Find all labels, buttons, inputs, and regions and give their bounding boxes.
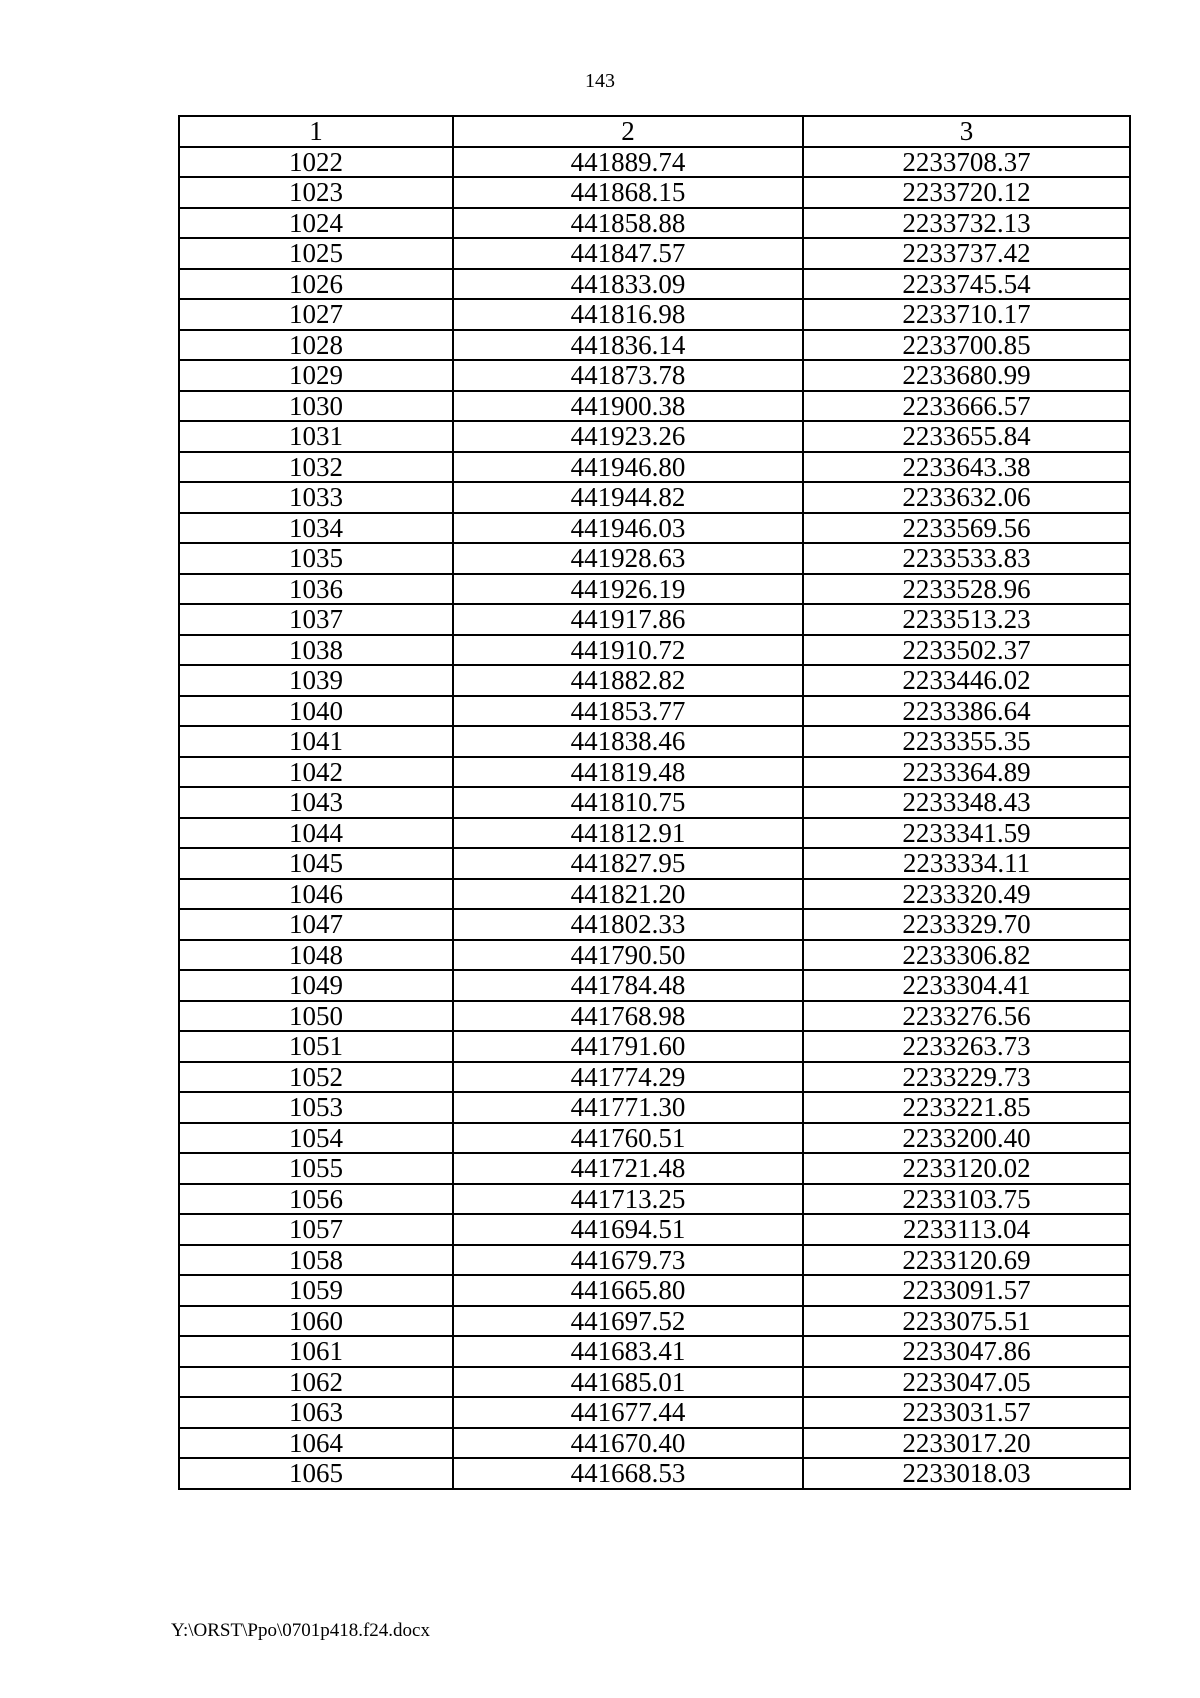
x-coordinate-cell: 441685.01 [453,1367,803,1398]
table-row [179,970,1130,1001]
point-number-cell: 1047 [179,909,453,940]
table-row [179,635,1130,666]
x-coordinate-cell: 441873.78 [453,360,803,391]
point-number-cell: 1033 [179,482,453,513]
table-row [179,665,1130,696]
point-number-cell: 1048 [179,940,453,971]
point-number-cell: 1029 [179,360,453,391]
header-cell-2: 2 [453,116,803,147]
y-coordinate-cell: 2233386.64 [803,696,1130,727]
y-coordinate-cell: 2233732.13 [803,208,1130,239]
x-coordinate-cell: 441858.88 [453,208,803,239]
x-coordinate-cell: 441774.29 [453,1062,803,1093]
x-coordinate-cell: 441760.51 [453,1123,803,1154]
y-coordinate-cell: 2233329.70 [803,909,1130,940]
point-number-cell: 1061 [179,1336,453,1367]
footer-file-path: Y:\ORST\Ppo\0701p418.f24.docx [171,1620,430,1641]
x-coordinate-cell: 441791.60 [453,1031,803,1062]
y-coordinate-cell: 2233017.20 [803,1428,1130,1459]
table-body [179,116,1130,1489]
y-coordinate-cell: 2233720.12 [803,177,1130,208]
page-number: 143 [585,70,615,92]
x-coordinate-cell: 441910.72 [453,635,803,666]
x-coordinate-cell: 441944.82 [453,482,803,513]
x-coordinate-cell: 441889.74 [453,147,803,178]
point-number-cell: 1030 [179,391,453,422]
x-coordinate-cell: 441679.73 [453,1245,803,1276]
point-number-cell: 1025 [179,238,453,269]
point-number-cell: 1028 [179,330,453,361]
point-number-cell: 1064 [179,1428,453,1459]
y-coordinate-cell: 2233091.57 [803,1275,1130,1306]
x-coordinate-cell: 441917.86 [453,604,803,635]
x-coordinate-cell: 441665.80 [453,1275,803,1306]
point-number-cell: 1024 [179,208,453,239]
y-coordinate-cell: 2233700.85 [803,330,1130,361]
y-coordinate-cell: 2233320.49 [803,879,1130,910]
x-coordinate-cell: 441868.15 [453,177,803,208]
point-number-cell: 1040 [179,696,453,727]
x-coordinate-cell: 441946.03 [453,513,803,544]
point-number-cell: 1034 [179,513,453,544]
table-row [179,360,1130,391]
x-coordinate-cell: 441928.63 [453,543,803,574]
y-coordinate-cell: 2233680.99 [803,360,1130,391]
table-row [179,391,1130,422]
table-row [179,543,1130,574]
table-row [179,1031,1130,1062]
table-row [179,299,1130,330]
table-row [179,1062,1130,1093]
point-number-cell: 1026 [179,269,453,300]
point-number-cell: 1035 [179,543,453,574]
table-row [179,1245,1130,1276]
x-coordinate-cell: 441900.38 [453,391,803,422]
table-row [179,1306,1130,1337]
table-row [179,848,1130,879]
point-number-cell: 1050 [179,1001,453,1032]
y-coordinate-cell: 2233263.73 [803,1031,1130,1062]
point-number-cell: 1023 [179,177,453,208]
point-number-cell: 1062 [179,1367,453,1398]
table-row [179,787,1130,818]
y-coordinate-cell: 2233120.02 [803,1153,1130,1184]
y-coordinate-cell: 2233221.85 [803,1092,1130,1123]
x-coordinate-cell: 441819.48 [453,757,803,788]
y-coordinate-cell: 2233643.38 [803,452,1130,483]
x-coordinate-cell: 441810.75 [453,787,803,818]
y-coordinate-cell: 2233569.56 [803,513,1130,544]
coordinates-table [178,115,1131,1490]
point-number-cell: 1027 [179,299,453,330]
y-coordinate-cell: 2233666.57 [803,391,1130,422]
y-coordinate-cell: 2233348.43 [803,787,1130,818]
table-row [179,909,1130,940]
y-coordinate-cell: 2233533.83 [803,543,1130,574]
y-coordinate-cell: 2233708.37 [803,147,1130,178]
table-row [179,482,1130,513]
table-row [179,513,1130,544]
table-row [179,269,1130,300]
x-coordinate-cell: 441668.53 [453,1458,803,1489]
point-number-cell: 1031 [179,421,453,452]
point-number-cell: 1022 [179,147,453,178]
table-row [179,1397,1130,1428]
x-coordinate-cell: 441923.26 [453,421,803,452]
y-coordinate-cell: 2233355.35 [803,726,1130,757]
point-number-cell: 1058 [179,1245,453,1276]
point-number-cell: 1052 [179,1062,453,1093]
y-coordinate-cell: 2233200.40 [803,1123,1130,1154]
y-coordinate-cell: 2233710.17 [803,299,1130,330]
table-row [179,421,1130,452]
table-row [179,879,1130,910]
table-row [179,604,1130,635]
table-row [179,757,1130,788]
point-number-cell: 1053 [179,1092,453,1123]
table-row [179,726,1130,757]
point-number-cell: 1039 [179,665,453,696]
y-coordinate-cell: 2233655.84 [803,421,1130,452]
point-number-cell: 1055 [179,1153,453,1184]
x-coordinate-cell: 441771.30 [453,1092,803,1123]
point-number-cell: 1043 [179,787,453,818]
point-number-cell: 1044 [179,818,453,849]
x-coordinate-cell: 441802.33 [453,909,803,940]
x-coordinate-cell: 441670.40 [453,1428,803,1459]
y-coordinate-cell: 2233306.82 [803,940,1130,971]
x-coordinate-cell: 441683.41 [453,1336,803,1367]
y-coordinate-cell: 2233446.02 [803,665,1130,696]
table-row [179,1001,1130,1032]
y-coordinate-cell: 2233304.41 [803,970,1130,1001]
y-coordinate-cell: 2233341.59 [803,818,1130,849]
y-coordinate-cell: 2233047.86 [803,1336,1130,1367]
y-coordinate-cell: 2233745.54 [803,269,1130,300]
y-coordinate-cell: 2233103.75 [803,1184,1130,1215]
y-coordinate-cell: 2233075.51 [803,1306,1130,1337]
y-coordinate-cell: 2233276.56 [803,1001,1130,1032]
x-coordinate-cell: 441882.82 [453,665,803,696]
y-coordinate-cell: 2233528.96 [803,574,1130,605]
table-row [179,1428,1130,1459]
y-coordinate-cell: 2233632.06 [803,482,1130,513]
x-coordinate-cell: 441721.48 [453,1153,803,1184]
table-header-row [179,116,1130,147]
point-number-cell: 1032 [179,452,453,483]
table-row [179,238,1130,269]
y-coordinate-cell: 2233113.04 [803,1214,1130,1245]
x-coordinate-cell: 441853.77 [453,696,803,727]
point-number-cell: 1056 [179,1184,453,1215]
point-number-cell: 1046 [179,879,453,910]
point-number-cell: 1036 [179,574,453,605]
x-coordinate-cell: 441847.57 [453,238,803,269]
point-number-cell: 1054 [179,1123,453,1154]
point-number-cell: 1060 [179,1306,453,1337]
table-row [179,330,1130,361]
x-coordinate-cell: 441784.48 [453,970,803,1001]
point-number-cell: 1042 [179,757,453,788]
table-row [179,1275,1130,1306]
x-coordinate-cell: 441816.98 [453,299,803,330]
point-number-cell: 1049 [179,970,453,1001]
y-coordinate-cell: 2233047.05 [803,1367,1130,1398]
table-row [179,147,1130,178]
point-number-cell: 1038 [179,635,453,666]
x-coordinate-cell: 441768.98 [453,1001,803,1032]
table-row [179,1153,1130,1184]
table-row [179,452,1130,483]
x-coordinate-cell: 441713.25 [453,1184,803,1215]
x-coordinate-cell: 441821.20 [453,879,803,910]
table-row [179,1367,1130,1398]
table-row [179,940,1130,971]
y-coordinate-cell: 2233229.73 [803,1062,1130,1093]
point-number-cell: 1059 [179,1275,453,1306]
point-number-cell: 1057 [179,1214,453,1245]
y-coordinate-cell: 2233031.57 [803,1397,1130,1428]
x-coordinate-cell: 441926.19 [453,574,803,605]
x-coordinate-cell: 441827.95 [453,848,803,879]
point-number-cell: 1051 [179,1031,453,1062]
table-row [179,1184,1130,1215]
header-cell-3: 3 [803,116,1130,147]
table-row [179,177,1130,208]
y-coordinate-cell: 2233018.03 [803,1458,1130,1489]
x-coordinate-cell: 441838.46 [453,726,803,757]
point-number-cell: 1045 [179,848,453,879]
point-number-cell: 1065 [179,1458,453,1489]
point-number-cell: 1063 [179,1397,453,1428]
y-coordinate-cell: 2233737.42 [803,238,1130,269]
table-row [179,1214,1130,1245]
point-number-cell: 1041 [179,726,453,757]
y-coordinate-cell: 2233502.37 [803,635,1130,666]
x-coordinate-cell: 441946.80 [453,452,803,483]
table-row [179,1092,1130,1123]
y-coordinate-cell: 2233334.11 [803,848,1130,879]
table-row [179,208,1130,239]
y-coordinate-cell: 2233120.69 [803,1245,1130,1276]
table-row [179,1458,1130,1489]
table-row [179,696,1130,727]
x-coordinate-cell: 441833.09 [453,269,803,300]
header-cell-1: 1 [179,116,453,147]
x-coordinate-cell: 441677.44 [453,1397,803,1428]
x-coordinate-cell: 441790.50 [453,940,803,971]
table-row [179,1123,1130,1154]
x-coordinate-cell: 441812.91 [453,818,803,849]
table-row [179,818,1130,849]
x-coordinate-cell: 441836.14 [453,330,803,361]
y-coordinate-cell: 2233364.89 [803,757,1130,788]
x-coordinate-cell: 441694.51 [453,1214,803,1245]
point-number-cell: 1037 [179,604,453,635]
x-coordinate-cell: 441697.52 [453,1306,803,1337]
y-coordinate-cell: 2233513.23 [803,604,1130,635]
table-row [179,1336,1130,1367]
table-row [179,574,1130,605]
